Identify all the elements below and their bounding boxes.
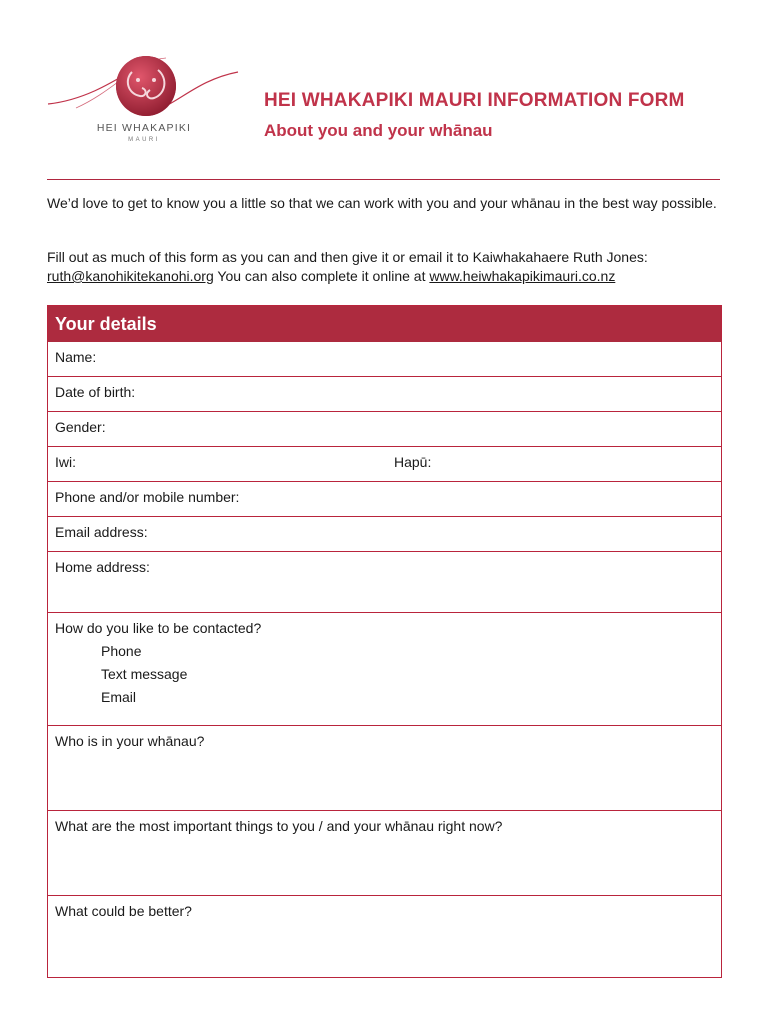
logo-subtext: MAURI: [128, 137, 160, 143]
form-subtitle: About you and your whānau: [264, 121, 493, 140]
contact-method-field[interactable]: [48, 612, 721, 725]
gender-label: Gender:: [55, 419, 106, 435]
important-things-label: What are the most important things to you / and your whānau right now?: [55, 818, 503, 834]
koru-logo-icon: [46, 50, 242, 122]
hapu-label: Hapū:: [394, 454, 432, 470]
website-link[interactable]: www.heiwhakapikimauri.co.nz: [429, 268, 616, 284]
contact-method-label: How do you like to be contacted?: [55, 620, 262, 636]
could-be-better-field[interactable]: [48, 895, 721, 977]
instructions-online-text: You can also complete it online at: [213, 268, 430, 284]
whanau-label: Who is in your whānau?: [55, 733, 205, 749]
iwi-label: Iwi:: [55, 454, 76, 470]
phone-label: Phone and/or mobile number:: [55, 489, 240, 505]
could-be-better-label: What could be better?: [55, 903, 192, 919]
dob-field[interactable]: [48, 376, 721, 411]
section-title: Your details: [48, 306, 721, 342]
instructions-paragraph: [47, 248, 720, 286]
contact-option-text[interactable]: Text message: [101, 666, 188, 682]
logo: [46, 50, 242, 145]
email-link[interactable]: ruth@kanohikitekanohi.org: [47, 268, 214, 284]
intro-paragraph: We’d love to get to know you a little so that we can work with you and your whānau in the best way possible.: [47, 195, 717, 211]
contact-option-email[interactable]: Email: [101, 689, 137, 705]
important-things-field[interactable]: [48, 810, 721, 895]
details-form: [47, 305, 722, 978]
email-label: Email address:: [55, 524, 148, 540]
logo-text: HEI WHAKAPIKI: [96, 122, 192, 134]
instructions-text: Fill out as much of this form as you can and then give it or email it to Kaiwhakahaere Ruth Jones:: [47, 249, 648, 265]
form-title: HEI WHAKAPIKI MAURI INFORMATION FORM: [264, 90, 685, 111]
phone-field[interactable]: [48, 481, 721, 516]
name-field[interactable]: [48, 342, 721, 376]
dob-label: Date of birth:: [55, 384, 136, 400]
iwi-hapu-field[interactable]: [48, 446, 721, 481]
name-label: Name:: [55, 349, 97, 365]
home-address-field[interactable]: [48, 551, 721, 612]
home-address-label: Home address:: [55, 559, 150, 575]
gender-field[interactable]: [48, 411, 721, 446]
email-field[interactable]: [48, 516, 721, 551]
whanau-field[interactable]: [48, 725, 721, 810]
header-divider: [47, 179, 720, 180]
contact-option-phone[interactable]: Phone: [101, 643, 142, 659]
